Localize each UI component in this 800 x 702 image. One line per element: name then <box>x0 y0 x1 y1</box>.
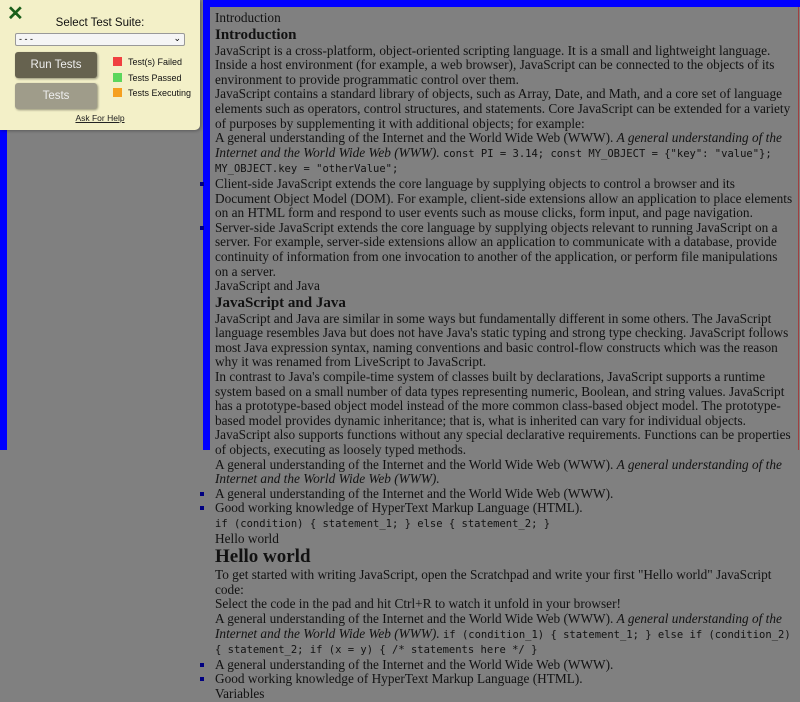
section-label: Hello world <box>215 530 279 546</box>
code-snippet: if (condition_1) { statement_1; } else if (condition_2) { statement_2; if (x = y) { /* statements here */ } <box>215 628 791 657</box>
chevron-down-icon: ⌄ <box>173 33 181 43</box>
list-item: ▪ Good working knowledge of HyperText Markup Language (HTML). <box>215 672 793 687</box>
list <box>215 177 793 279</box>
paragraph-text: A general understanding of the Internet and the World Wide Web (WWW). <box>215 610 614 626</box>
list-item: ▪ A general understanding of the Internet and the World Wide Web (WWW). <box>215 658 793 673</box>
list-item: ▪ Client-side JavaScript extends the core language by supplying objects to control a browser and its Document Object Model (DOM). For example, client-side extensions allow an application to place elements on an HTML form and respond to user events such as mouse clicks, form input, and page navigation. <box>215 177 793 221</box>
ask-for-help-link[interactable]: Ask For Help <box>75 113 125 123</box>
section-label: JavaScript and Java <box>215 278 320 294</box>
test-suite-select[interactable] <box>15 33 185 46</box>
code-snippet: const PI = 3.14; const MY_OBJECT = {"key": "value"}; MY_OBJECT.key = "otherValue"; <box>215 147 772 176</box>
executing-swatch-icon <box>113 88 122 97</box>
test-runner-panel <box>0 0 200 130</box>
italic-text: A general understanding of the Internet and the World Wide Web (WWW). <box>215 130 782 160</box>
paragraph-text: A general understanding of the Internet and the World Wide Web (WWW). <box>215 130 614 146</box>
section-heading: Introduction <box>215 26 297 43</box>
legend-label: Test(s) Failed <box>128 57 183 67</box>
frame-border-right <box>798 7 799 450</box>
paragraph: JavaScript and Java are similar in some ways but fundamentally different in some others. The JavaScript language resembles Java but does not have Java's static typing and strong type checking. JavaScript follows most Java expression syntax, naming conventions and basic control-flow constructs which was the reason why it was renamed from LiveScript to JavaScript. <box>215 310 789 370</box>
legend-passed <box>113 73 182 83</box>
legend-label: Tests Executing <box>128 88 192 98</box>
section-label: Variables <box>215 685 265 701</box>
list <box>215 487 793 516</box>
legend-executing <box>113 88 191 98</box>
close-icon[interactable]: ✕ <box>7 3 24 25</box>
paragraph <box>215 458 793 487</box>
list-item: ▪ Server-side JavaScript extends the core language by supplying objects relevant to running JavaScript on a server. For example, server-side extensions allow an application to communicate with a database, provide continuity of information from one invocation to another of the application, or perform file manipulations on a server. <box>215 221 793 279</box>
italic-text: A general understanding of the Internet and the World Wide Web (WWW). <box>215 610 782 641</box>
run-tests-button[interactable]: Run Tests <box>15 52 97 78</box>
paragraph: In contrast to Java's compile-time system of classes built by declarations, JavaScript supports a runtime system based on a small number of data types representing numeric, Boolean, and string values. JavaScript has a prototype-based object model instead of the more common class-based object model. The prototype-based model provides dynamic inheritance; that is, what is inherited can vary for individual objects. JavaScript also supports functions without any special declarative requirements. Functions can be properties of objects, executing as loosely typed methods. <box>215 369 791 458</box>
list <box>215 658 793 687</box>
document-content <box>215 11 793 702</box>
paragraph: To get started with writing JavaScript, open the Scratchpad and write your first "Hello world" JavaScript code: <box>215 567 772 597</box>
legend-failed <box>113 57 182 67</box>
select-test-suite-label: Select Test Suite: <box>55 17 145 29</box>
paragraph: JavaScript contains a standard library of objects, such as Array, Date, and Math, and a core set of language elements such as operators, control structures, and statements. Core JavaScript can be extended for a variety of purposes by supplementing it with additional objects; for example: <box>215 86 791 131</box>
passed-swatch-icon <box>113 73 122 82</box>
paragraph <box>215 131 793 177</box>
tests-button[interactable]: Tests <box>15 83 97 109</box>
paragraph: JavaScript is a cross-platform, object-oriented scripting language. It is a small and lightweight language. Inside a host environment (for example, a web browser), JavaScript can be connected to the objects of its environment to provide programmatic control over them. <box>215 42 775 87</box>
list-item: ▪ A general understanding of the Internet and the World Wide Web (WWW). <box>215 487 793 502</box>
failed-swatch-icon <box>113 57 122 66</box>
paragraph-text: A general understanding of the Internet and the World Wide Web (WWW). <box>215 456 614 472</box>
section-label: Introduction <box>215 10 281 25</box>
list-item: ▪ Good working knowledge of HyperText Markup Language (HTML). <box>215 501 793 516</box>
paragraph <box>215 612 793 658</box>
paragraph: Select the code in the pad and hit Ctrl+R to watch it unfold in your browser! <box>215 596 621 612</box>
code-snippet: if (condition) { statement_1; } else { statement_2; } <box>215 518 551 530</box>
section-heading: Hello world <box>215 546 311 568</box>
code-line <box>215 516 793 532</box>
frame-border-top <box>203 0 800 7</box>
test-suite-selected-value: - - - <box>19 34 33 44</box>
legend-label: Tests Passed <box>128 73 182 83</box>
italic-text: A general understanding of the Internet and the World Wide Web (WWW). <box>215 456 782 487</box>
section-heading: JavaScript and Java <box>215 294 346 311</box>
